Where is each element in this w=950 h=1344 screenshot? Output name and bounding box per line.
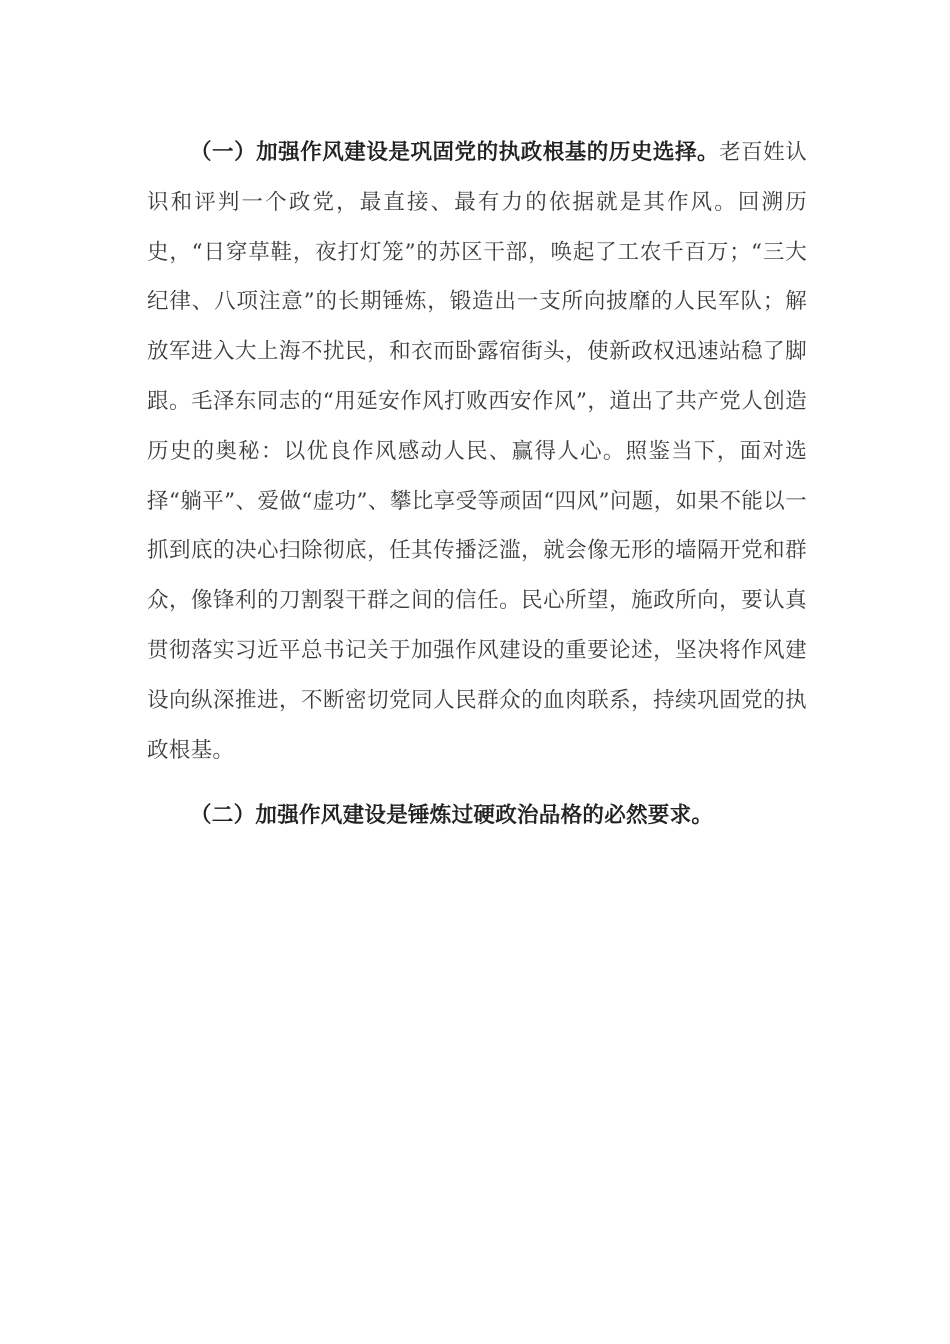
paragraph-1-text: 老百姓认识和评判一个政党，最直接、最有力的依据就是其作风。回溯历史，“日穿草鞋，夜打灯笼”的苏区干部，唤起了工农千百万；“三大纪律、八项注意”的长期锤炼，锻造出一支所向披靡的人民军队；解放军进入大上海不扰民，和衣而卧露宿街头，使新政权迅速站稳了脚跟。毛泽东同志的“用延安作风打败西安作风”，道出了共产党人创造历史的奥秘：以优良作风感动人民、赢得人心。照鉴当下，面对选择“躺平”、爱做“虚功”、攀比享受等顽固“四风”问题，如果不能以一抓到底的决心扫除彻底，任其传播泛滥，就会像无形的墙隔开党和群众，像锋利的刀割裂干群之间的信任。民心所望，施政所向，要认真贯彻落实习近平总书记关于加强作风建设的重要论述，坚决将作风建设向纵深推进，不断密切党同人民群众的血肉联系，持续巩固党的执政根基。	[147, 140, 808, 763]
paragraph-1	[147, 128, 807, 775]
document-body	[147, 128, 807, 841]
paragraph-2	[147, 791, 807, 841]
paragraph-1-heading: （一）加强作风建设是巩固党的执政根基的历史选择。	[190, 140, 720, 165]
paragraph-2-heading: （二）加强作风建设是锤炼过硬政治品格的必然要求。	[190, 803, 714, 829]
